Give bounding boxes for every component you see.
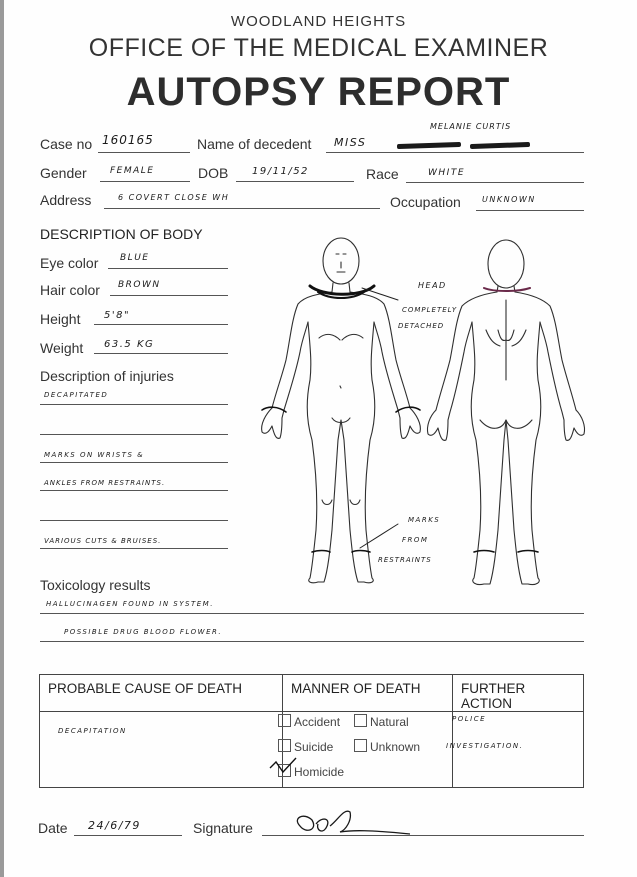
decedent-name-note: MELANIE CURTIS	[430, 122, 512, 131]
head-note-line-2: COMPLETELY	[402, 306, 458, 314]
manner-header: MANNER OF DEATH	[283, 675, 453, 712]
unknown-label: Unknown	[370, 740, 421, 754]
body-section-title: DESCRIPTION OF BODY	[40, 226, 203, 242]
date-value[interactable]: 24/6/79	[88, 819, 141, 832]
injuries-value-1[interactable]: DECAPITATED	[44, 391, 109, 399]
eye-color-value[interactable]: BLUE	[120, 253, 150, 263]
action-value-2[interactable]: INVESTIGATION.	[446, 742, 524, 750]
injuries-value-4[interactable]: ANKLES FROM RESTRAINTS.	[44, 479, 166, 487]
natural-label: Natural	[370, 715, 409, 729]
suicide-label: Suicide	[294, 740, 334, 754]
office-name: OFFICE OF THE MEDICAL EXAMINER	[88, 34, 549, 62]
toxicology-value-2[interactable]: POSSIBLE DRUG BLOOD FLOWER.	[64, 628, 223, 636]
action-value-1[interactable]: POLICE	[452, 715, 487, 723]
report-title: AUTOPSY REPORT	[126, 70, 511, 114]
case-no-value[interactable]: 160165	[102, 133, 154, 147]
marks-note-line-1: MARKS	[408, 516, 441, 524]
eye-color-label: Eye color	[40, 255, 99, 271]
head-note-line-1: HEAD	[418, 281, 447, 290]
hair-color-label: Hair color	[40, 282, 100, 298]
dob-label: DOB	[198, 165, 229, 181]
accident-label: Accident	[294, 715, 341, 729]
hair-color-value[interactable]: BROWN	[118, 280, 161, 290]
org-name: WOODLAND HEIGHTS	[230, 13, 407, 30]
action-header: FURTHER ACTION	[453, 675, 584, 712]
weight-label: Weight	[40, 340, 84, 356]
injuries-label: Description of injuries	[40, 368, 174, 384]
gender-value[interactable]: FEMALE	[110, 166, 155, 176]
gender-label: Gender	[40, 165, 87, 181]
address-value[interactable]: 6 COVERT CLOSE WH	[118, 193, 230, 202]
weight-value[interactable]: 63.5 KG	[104, 339, 155, 350]
address-label: Address	[40, 192, 92, 208]
cause-value[interactable]: DECAPITATION	[58, 727, 127, 735]
injuries-value-3[interactable]: MARKS ON WRISTS &	[44, 451, 145, 459]
head-note-line-3: DETACHED	[398, 322, 445, 330]
occupation-value[interactable]: UNKNOWN	[482, 195, 536, 204]
case-no-label: Case no	[40, 136, 93, 152]
date-label: Date	[38, 820, 68, 836]
decedent-label: Name of decedent	[197, 136, 312, 152]
cause-header: PROBABLE CAUSE OF DEATH	[40, 675, 283, 712]
toxicology-value-1[interactable]: HALLUCINAGEN FOUND IN SYSTEM.	[46, 600, 214, 608]
homicide-label: Homicide	[294, 765, 345, 779]
injuries-value-6[interactable]: VARIOUS CUTS & BRUISES.	[44, 537, 162, 545]
height-value[interactable]: 5'8"	[104, 310, 131, 321]
dob-value[interactable]: 19/11/52	[252, 166, 309, 177]
toxicology-label: Toxicology results	[40, 577, 151, 593]
signature-label: Signature	[193, 820, 253, 836]
race-value[interactable]: WHITE	[428, 168, 466, 178]
occupation-label: Occupation	[390, 194, 461, 210]
marks-note-line-2: FROM	[402, 536, 429, 544]
height-label: Height	[40, 311, 81, 327]
decedent-value[interactable]: MISS	[334, 136, 367, 149]
race-label: Race	[366, 166, 399, 182]
marks-note-line-3: RESTRAINTS	[378, 556, 432, 564]
